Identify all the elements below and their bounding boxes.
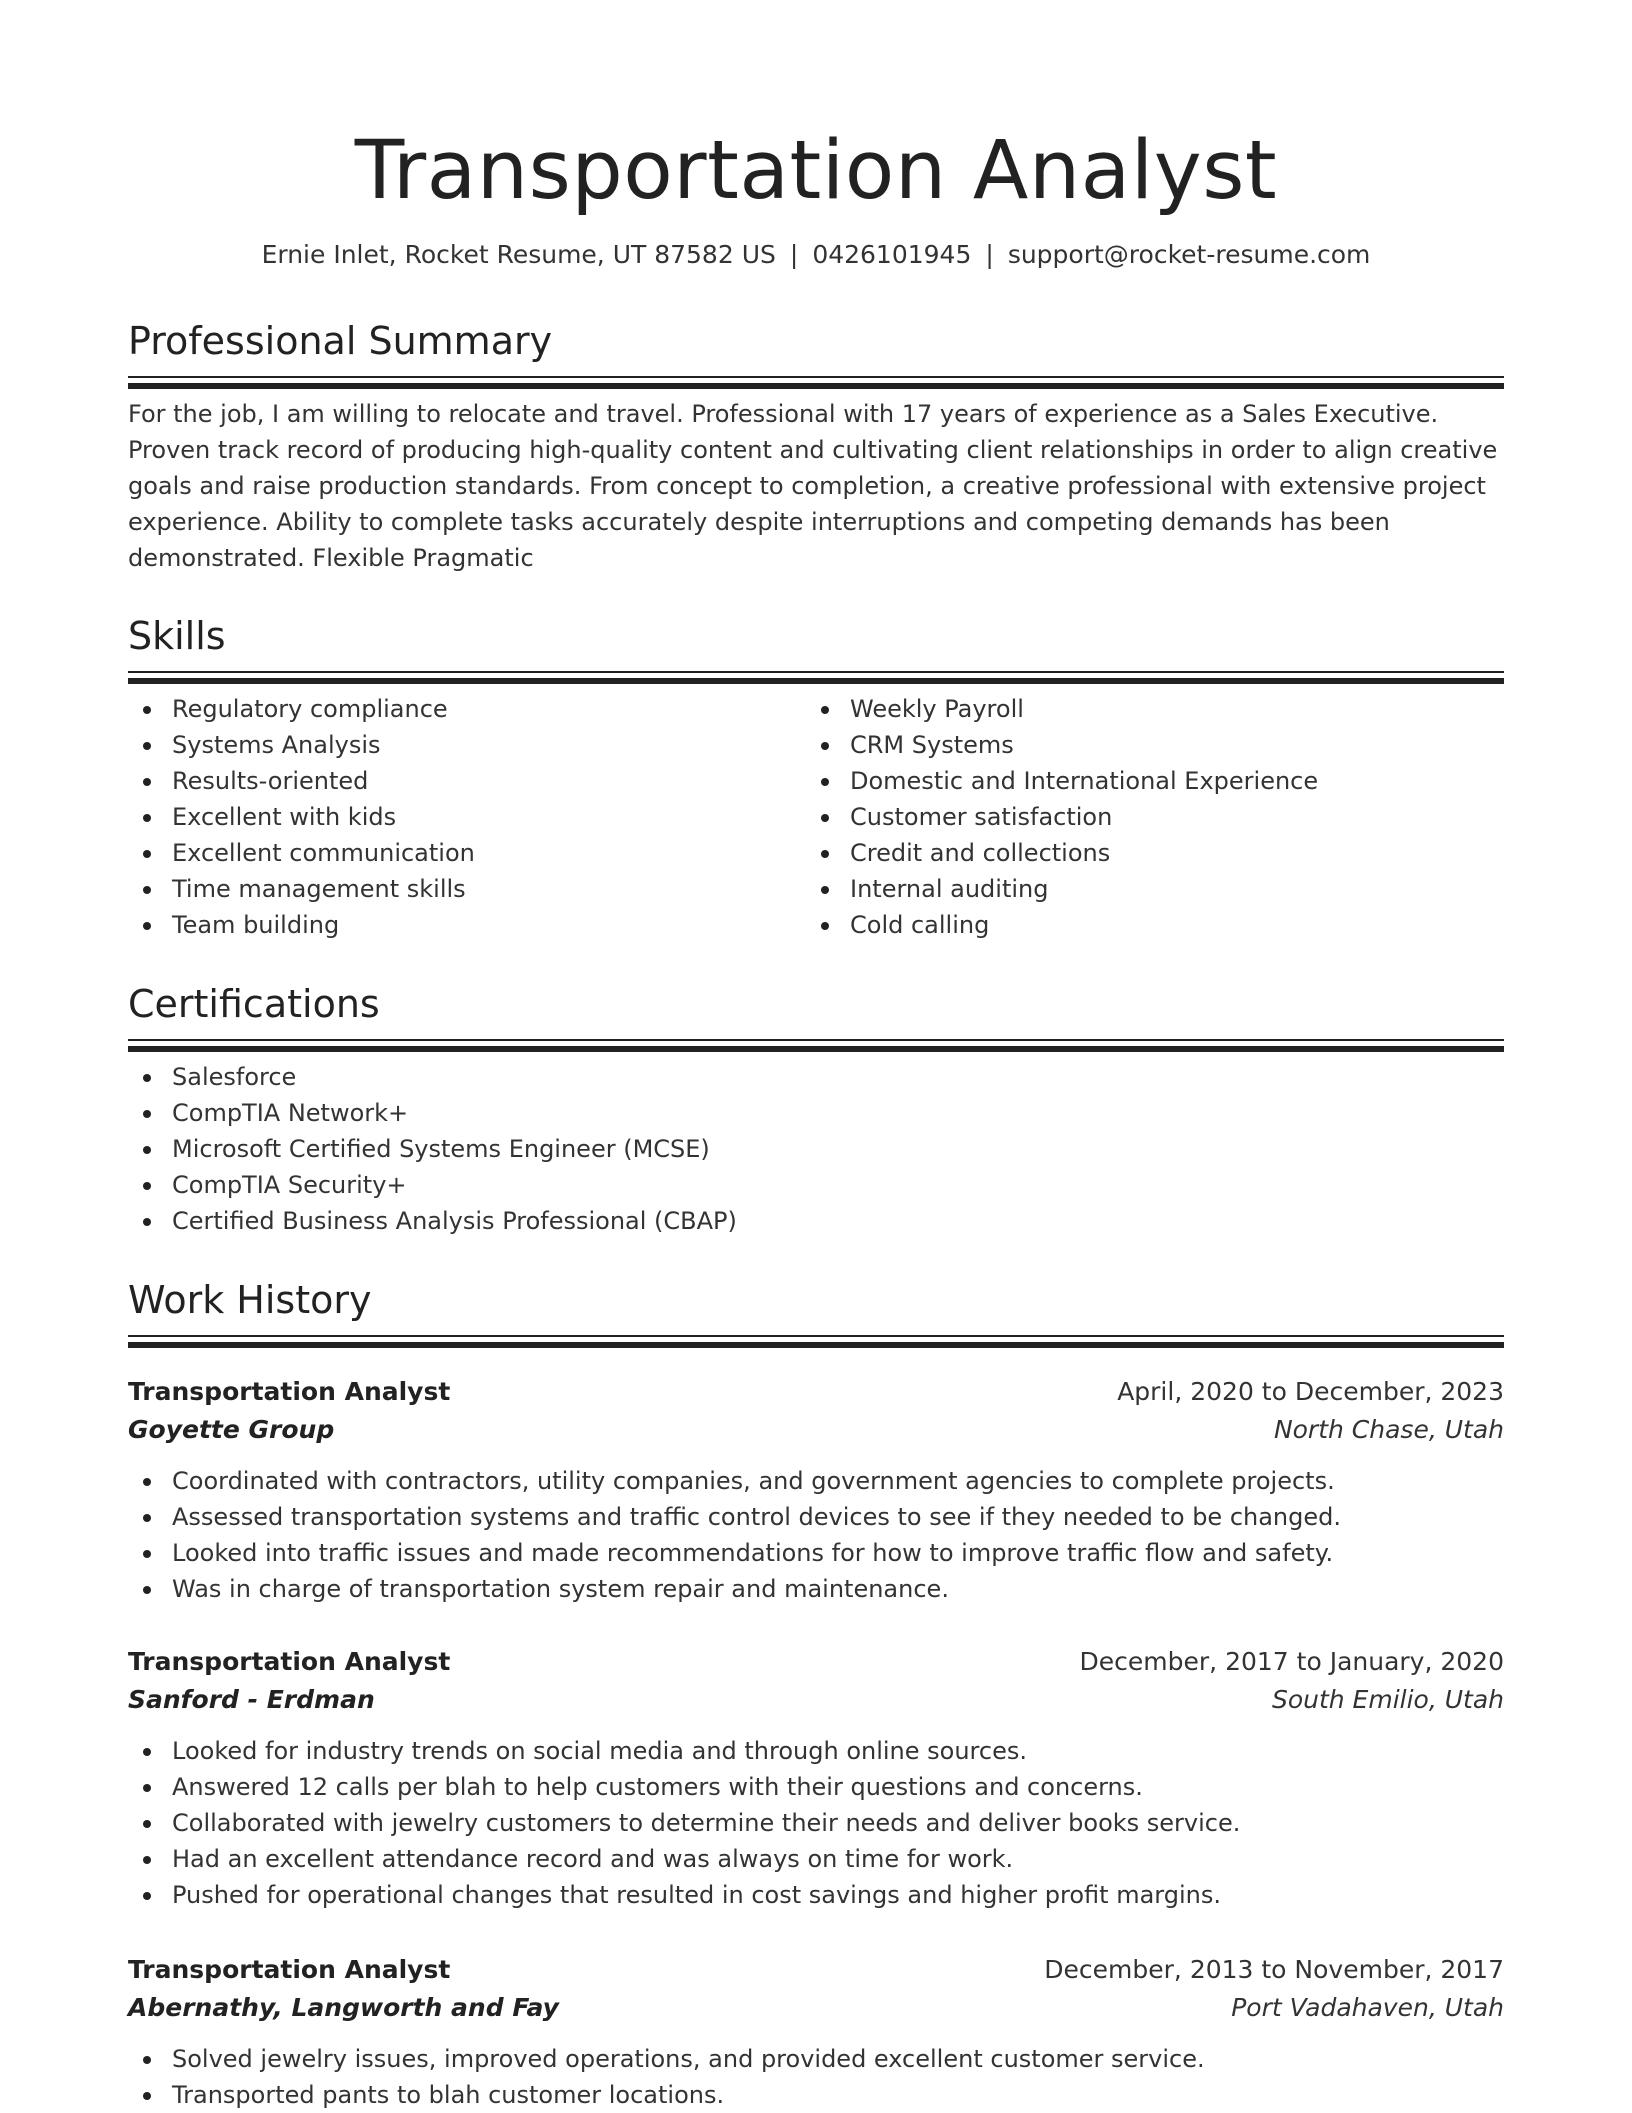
job-bullets xyxy=(128,2041,1504,2113)
job-title: Transportation Analyst xyxy=(128,1377,451,1406)
list-item: Credit and collections xyxy=(806,835,1484,871)
list-item: Customer satisfaction xyxy=(806,799,1484,835)
contact-separator: | xyxy=(985,240,994,269)
list-item: Assessed transportation systems and traffic control devices to see if they needed to be changed. xyxy=(128,1499,1504,1535)
contact-separator: | xyxy=(789,240,799,269)
list-item: Salesforce xyxy=(128,1059,1504,1095)
section-divider xyxy=(128,1039,1504,1051)
contact-address: Ernie Inlet, Rocket Resume, UT 87582 US xyxy=(261,240,776,269)
job-header-row xyxy=(128,1951,1504,1989)
job-title: Transportation Analyst xyxy=(128,1955,451,1984)
list-item: Domestic and International Experience xyxy=(806,763,1484,799)
section-heading: Skills xyxy=(128,614,226,658)
list-item: Time management skills xyxy=(128,871,806,907)
list-item: Was in charge of transportation system repair and maintenance. xyxy=(128,1571,1504,1607)
job-entry xyxy=(128,1643,1504,1913)
list-item: Weekly Payroll xyxy=(806,691,1484,727)
job-bullets xyxy=(128,1733,1504,1913)
summary-text: For the job, I am willing to relocate and travel. Professional with 17 years of experience as a Sales Executive. Proven track record of producing high-quality content and cultivating client relationships in order to align creative goals and raise production standards. From concept to completion, a creative professional with extensive project experience. Ability to complete tasks accurately despite interruptions and competing demands has been demonstrated. Flexible Pragmatic xyxy=(128,400,1498,572)
skills-columns xyxy=(128,683,1504,943)
section-divider xyxy=(128,1335,1504,1347)
list-item: Looked into traffic issues and made recommendations for how to improve traffic flow and safety. xyxy=(128,1535,1504,1571)
list-item: Certified Business Analysis Professional (CBAP) xyxy=(128,1203,1504,1239)
job-dates: December, 2017 to January, 2020 xyxy=(1079,1647,1504,1676)
section-heading: Certifications xyxy=(128,982,380,1026)
job-company-row xyxy=(128,1681,1504,1719)
job-location: Port Vadahaven, Utah xyxy=(1231,1993,1504,2022)
job-entry xyxy=(128,1951,1504,2113)
list-item: Results-oriented xyxy=(128,763,806,799)
list-item: Team building xyxy=(128,907,806,943)
list-item: Solved jewelry issues, improved operations, and provided excellent customer service. xyxy=(128,2041,1504,2077)
job-entry xyxy=(128,1373,1504,1607)
list-item: Internal auditing xyxy=(806,871,1484,907)
section-divider xyxy=(128,376,1504,388)
certifications-list xyxy=(128,1059,1504,1239)
certifications-section xyxy=(128,979,1504,1239)
list-item: Collaborated with jewelry customers to determine their needs and deliver books service. xyxy=(128,1805,1504,1841)
job-header-row xyxy=(128,1643,1504,1681)
job-company: Goyette Group xyxy=(128,1415,335,1444)
list-item: CompTIA Network+ xyxy=(128,1095,1504,1131)
contact-line xyxy=(128,238,1504,272)
skills-section xyxy=(128,611,1504,943)
contact-phone: 0426101945 xyxy=(812,240,972,269)
contact-email: support@rocket-resume.com xyxy=(1007,240,1371,269)
list-item: Excellent with kids xyxy=(128,799,806,835)
job-location: South Emilio, Utah xyxy=(1271,1685,1504,1714)
skills-list-left xyxy=(128,691,806,943)
list-item: CompTIA Security+ xyxy=(128,1167,1504,1203)
section-heading: Professional Summary xyxy=(128,319,553,363)
job-company-row xyxy=(128,1411,1504,1449)
list-item: Microsoft Certified Systems Engineer (MCSE) xyxy=(128,1131,1504,1167)
job-company: Sanford - Erdman xyxy=(128,1685,375,1714)
section-divider xyxy=(128,671,1504,683)
list-item: Transported pants to blah customer locations. xyxy=(128,2077,1504,2113)
list-item: Had an excellent attendance record and was always on time for work. xyxy=(128,1841,1504,1877)
job-title: Transportation Analyst xyxy=(128,1647,451,1676)
list-item: Answered 12 calls per blah to help customers with their questions and concerns. xyxy=(128,1769,1504,1805)
list-item: Looked for industry trends on social media and through online sources. xyxy=(128,1733,1504,1769)
resume-title: Transportation Analyst xyxy=(354,124,1278,218)
job-location: North Chase, Utah xyxy=(1273,1415,1504,1444)
list-item: CRM Systems xyxy=(806,727,1484,763)
section-heading: Work History xyxy=(128,1278,372,1322)
work-history-section xyxy=(128,1275,1504,2109)
job-header-row xyxy=(128,1373,1504,1411)
list-item: Pushed for operational changes that resulted in cost savings and higher profit margins. xyxy=(128,1877,1504,1913)
job-company-row xyxy=(128,1989,1504,2027)
list-item: Excellent communication xyxy=(128,835,806,871)
list-item: Coordinated with contractors, utility companies, and government agencies to complete projects. xyxy=(128,1463,1504,1499)
job-dates: December, 2013 to November, 2017 xyxy=(1044,1955,1504,1984)
list-item: Regulatory compliance xyxy=(128,691,806,727)
job-dates: April, 2020 to December, 2023 xyxy=(1117,1377,1504,1406)
skills-list-right xyxy=(806,691,1484,943)
summary-section xyxy=(128,316,1504,576)
job-company: Abernathy, Langworth and Fay xyxy=(128,1993,559,2022)
list-item: Systems Analysis xyxy=(128,727,806,763)
job-bullets xyxy=(128,1463,1504,1607)
list-item: Cold calling xyxy=(806,907,1484,943)
